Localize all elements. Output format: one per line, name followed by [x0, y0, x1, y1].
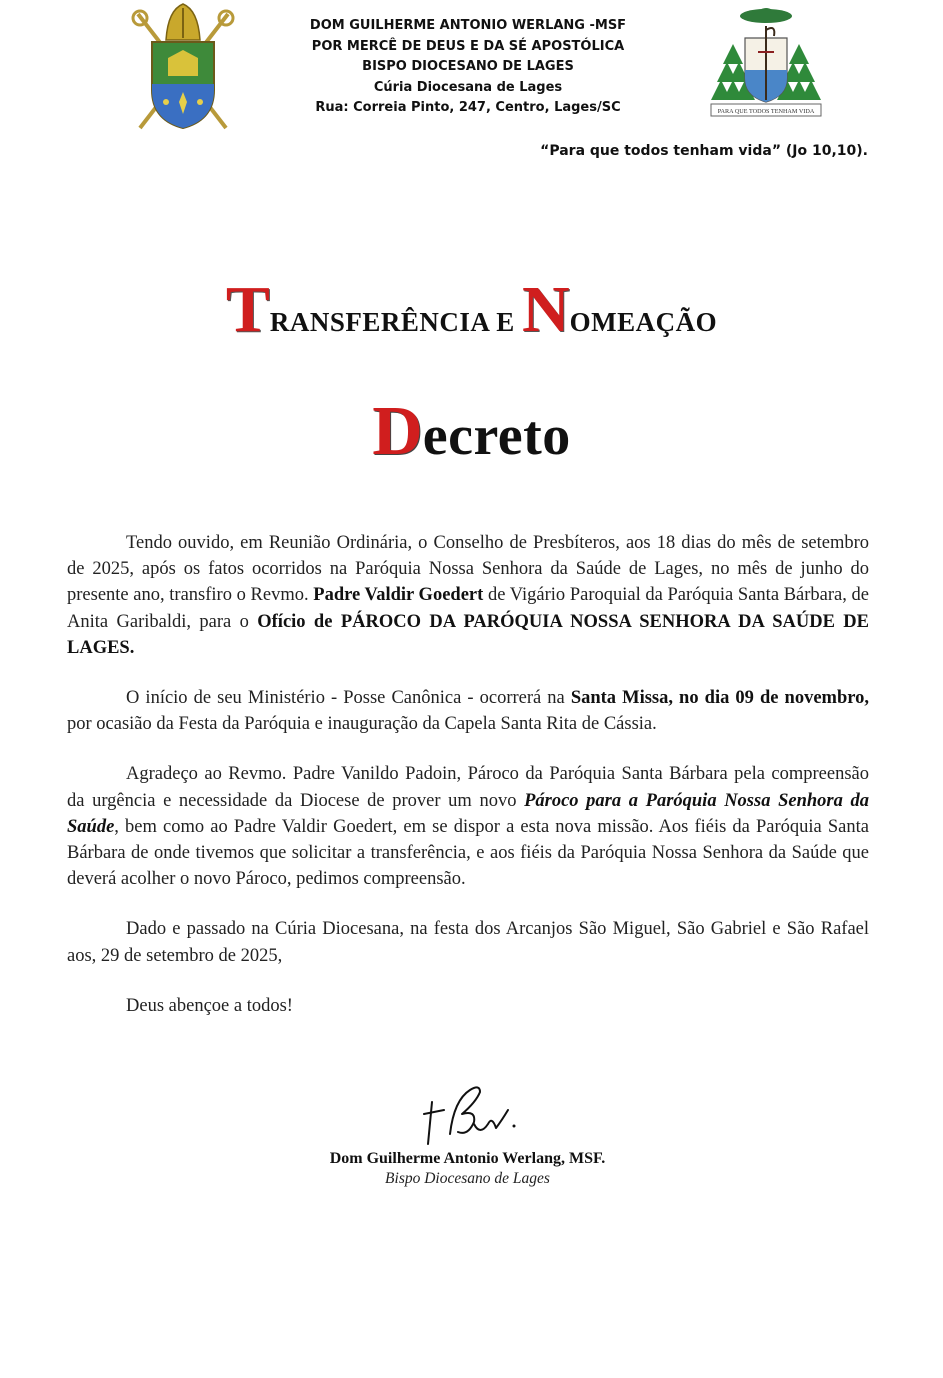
signatory-name: Dom Guilherme Antonio Werlang, MSF.	[329, 1150, 606, 1167]
p1-office: Ofício de PÁROCO DA PARÓQUIA NOSSA SENHORA DA SAÚDE DE LAGES.	[67, 611, 869, 658]
p1-priest-name: Padre Valdir Goedert	[313, 585, 484, 606]
decree-heading	[0, 392, 943, 472]
decree-rest: ecreto	[422, 405, 571, 467]
p1-text-c: de Vigário Paroquial da Paróquia Santa Bárbara, de Anita Garibaldi, para o	[67, 585, 869, 632]
paragraph-4: Dado e passado na Cúria Diocesana, na festa dos Arcanjos São Miguel, São Gabriel e São Rafael aos, 29 de setembro de 2025,	[67, 919, 869, 966]
decree-initial: D	[372, 393, 423, 470]
episcopal-arms-icon	[703, 4, 829, 122]
paragraph-5: Deus abençoe a todos!	[126, 995, 293, 1016]
handwritten-signature-icon	[410, 1080, 530, 1150]
signatory-role: Bispo Diocesano de Lages	[385, 1170, 550, 1187]
header-line-grace: POR MERCÊ DE DEUS E DA SÉ APOSTÓLICA	[311, 38, 625, 54]
header-line-address: Rua: Correia Pinto, 247, Centro, Lages/SC	[315, 100, 621, 115]
p2-mass-date: Santa Missa, no dia 09 de novembro,	[570, 688, 869, 709]
document-title	[0, 272, 943, 348]
paragraph-1	[67, 530, 869, 661]
p3-text-a: Agradeço ao Revmo. Padre Vanildo Padoin, Pároco da Paróquia Santa Bárbara pela compreensão da urgência e necessidade da Diocese de prover um novo	[67, 764, 869, 811]
motto: “Para que todos tenham vida” (Jo 10,10).	[540, 143, 868, 159]
arms-banner-text: PARA QUE TODOS TENHAM VIDA	[717, 108, 815, 115]
p3-text-c: , bem como ao Padre Valdir Goedert, em se dispor a esta nova missão. Aos fiéis da Paróquia Santa Bárbara de onde tivemos que solicitar a transferência, e aos fiéis da Paróquia Nossa Senhora da Saúde que deverá acolher o novo Pároco, pedimos compreensão.	[67, 816, 869, 890]
decree-body	[67, 530, 869, 1019]
p2-text-c: por ocasião da Festa da Paróquia e inauguração da Capela Santa Rita de Cássia.	[67, 714, 657, 735]
diocese-coat-of-arms-icon	[128, 2, 238, 134]
title-word-2: OMEAÇÃO	[569, 307, 718, 337]
title-initial-n: N	[521, 273, 570, 346]
p2-text-a: O início de seu Ministério - Posse Canônica - ocorrerá na	[126, 688, 571, 709]
header-line-bishop: DOM GUILHERME ANTONIO WERLANG -MSF	[309, 18, 627, 33]
paragraph-2	[67, 685, 869, 737]
p1-text-a: Tendo ouvido, em Reunião Ordinária, o Conselho de Presbíteros, aos 18 dias do mês de setembro de 2025, após os fatos ocorridos na Paróquia Nossa Senhora da Saúde de Lages, no mês de junho do presente ano, transfiro o Revmo.	[67, 533, 869, 606]
header-block	[290, 16, 646, 119]
header-line-title: BISPO DIOCESANO DE LAGES	[362, 59, 574, 74]
paragraph-3	[67, 761, 869, 892]
title-word-1: RANSFERÊNCIA E	[269, 307, 522, 337]
title-initial-t: T	[225, 273, 270, 346]
p3-parish-emphasis: Pároco para a Paróquia Nossa Senhora da Saúde	[67, 790, 869, 837]
header-line-curia: Cúria Diocesana de Lages	[373, 79, 563, 95]
